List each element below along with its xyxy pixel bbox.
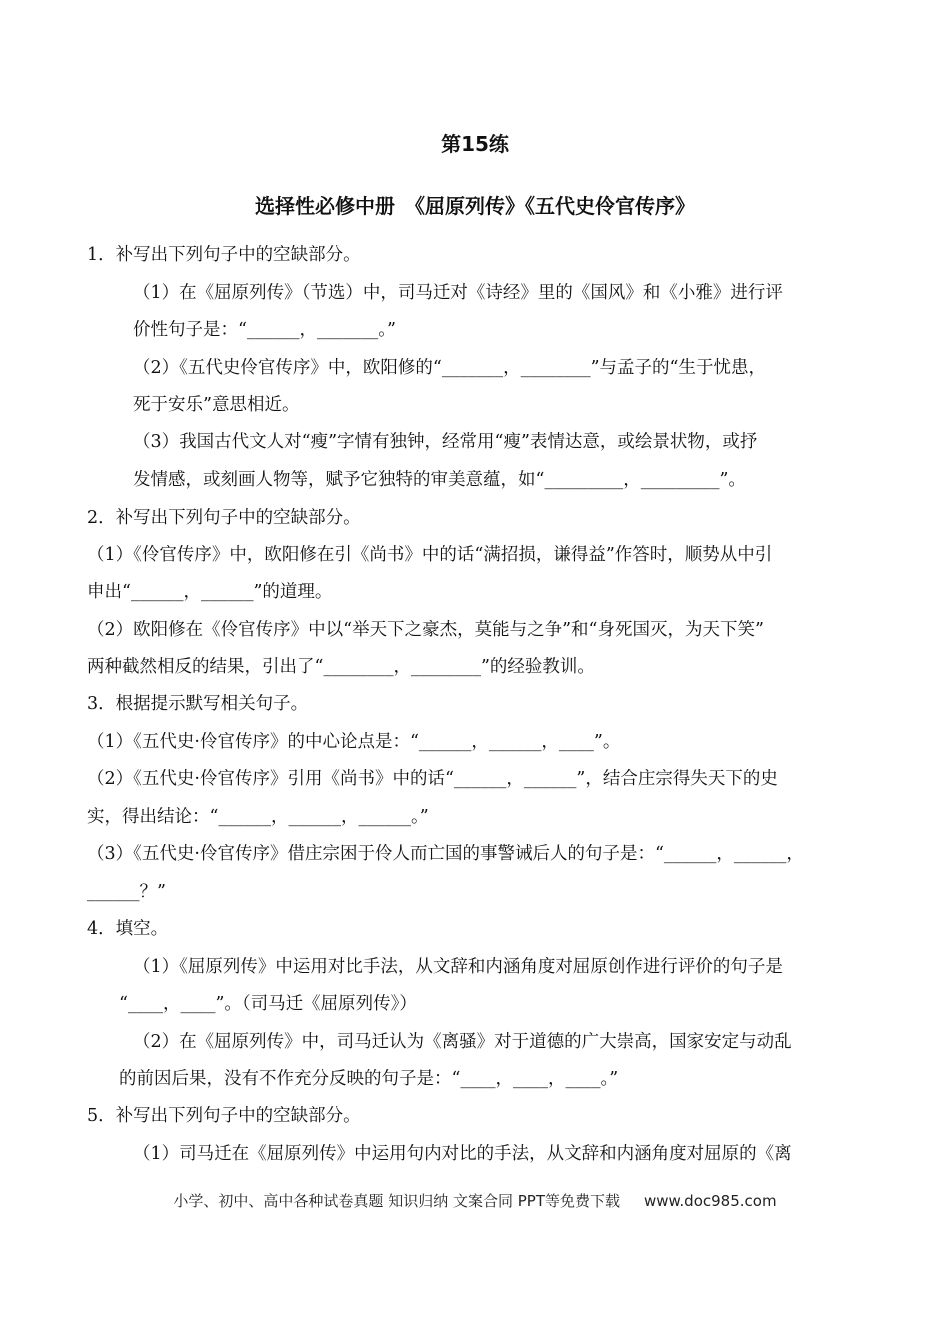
question-1-item-2-line-2: 死于安乐”意思相近。: [133, 395, 300, 415]
question-4-item-1-line-2: “____，____”。（司马迁《屈原列传》）: [119, 994, 417, 1014]
question-3-heading: 3．根据提示默写相关句子。: [87, 694, 309, 714]
page-footer: [0, 1190, 950, 1211]
question-2-item-2-line-2: 两种截然相反的结果，引出了“________，________”的经验教训。: [87, 657, 595, 677]
question-1-item-1-line-1: （1）在《屈原列传》（节选）中，司马迁对《诗经》里的《国风》和《小雅》进行评: [133, 283, 783, 303]
question-5-item-1-line-1: （1）司马迁在《屈原列传》中运用句内对比的手法，从文辞和内涵角度对屈原的《离: [133, 1144, 792, 1164]
question-2-heading: 2．补写出下列句子中的空缺部分。: [87, 508, 361, 528]
question-3-item-1: （1）《五代史·伶官传序》的中心论点是：“______，______，____”。: [87, 732, 621, 752]
question-2-item-1-line-1: （1）《伶官传序》中，欧阳修在引《尚书》中的话“满招损，谦得益”作答时，顺势从中引: [87, 545, 773, 565]
question-1-item-3-line-1: （3）我国古代文人对“瘦”字情有独钟，经常用“瘦”表情达意，或绘景状物，或抒: [133, 432, 758, 452]
question-3-item-2-line-2: 实，得出结论：“______，______，______。”: [87, 807, 429, 827]
question-2-item-2-line-1: （2）欧阳修在《伶官传序》中以“举天下之豪杰，莫能与之争”和“身死国灭，为天下笑”: [87, 620, 764, 640]
page-title: 第15练: [441, 132, 509, 156]
question-4-item-2-line-1: （2）在《屈原列传》中，司马迁认为《离骚》对于道德的广大崇高，国家安定与动乱: [133, 1032, 792, 1052]
question-3-item-3-line-2: ______？”: [87, 882, 166, 902]
question-4-item-2-line-2: 的前因后果，没有不作充分反映的句子是：“____，____，____。”: [119, 1069, 619, 1089]
footer-url[interactable]: www.doc985.com: [643, 1192, 777, 1210]
question-1-item-3-line-2: 发情感，或刻画人物等，赋予它独特的审美意蕴，如“_________，_________”。: [133, 470, 746, 490]
question-2-item-1-line-2: 申出“______，______”的道理。: [87, 582, 333, 602]
question-3-item-2-line-1: （2）《五代史·伶官传序》引用《尚书》中的话“______，______”，结合庄宗得失天下的史: [87, 769, 778, 789]
question-1-item-2-line-1: （2）《五代史伶官传序》中，欧阳修的“_______，________”与孟子的“生于忧患，: [133, 358, 766, 378]
question-4-item-1-line-1: （1）《屈原列传》中运用对比手法，从文辞和内涵角度对屈原创作进行评价的句子是: [133, 957, 783, 977]
question-1-heading: 1．补写出下列句子中的空缺部分。: [87, 245, 361, 265]
question-5-heading: 5．补写出下列句子中的空缺部分。: [87, 1106, 361, 1126]
question-1-item-1-line-2: 价性句子是：“______，_______。”: [133, 320, 396, 340]
page-subtitle: 选择性必修中册 《屈原列传》《五代史伶官传序》: [255, 194, 695, 218]
question-4-heading: 4．填空。: [87, 919, 169, 939]
footer-text: 小学、初中、高中各种试卷真题 知识归纳 文案合同 PPT等免费下载: [173, 1192, 620, 1210]
question-3-item-3-line-1: （3）《五代史·伶官传序》借庄宗困于伶人而亡国的事警诫后人的句子是：“______，______，: [87, 844, 804, 864]
